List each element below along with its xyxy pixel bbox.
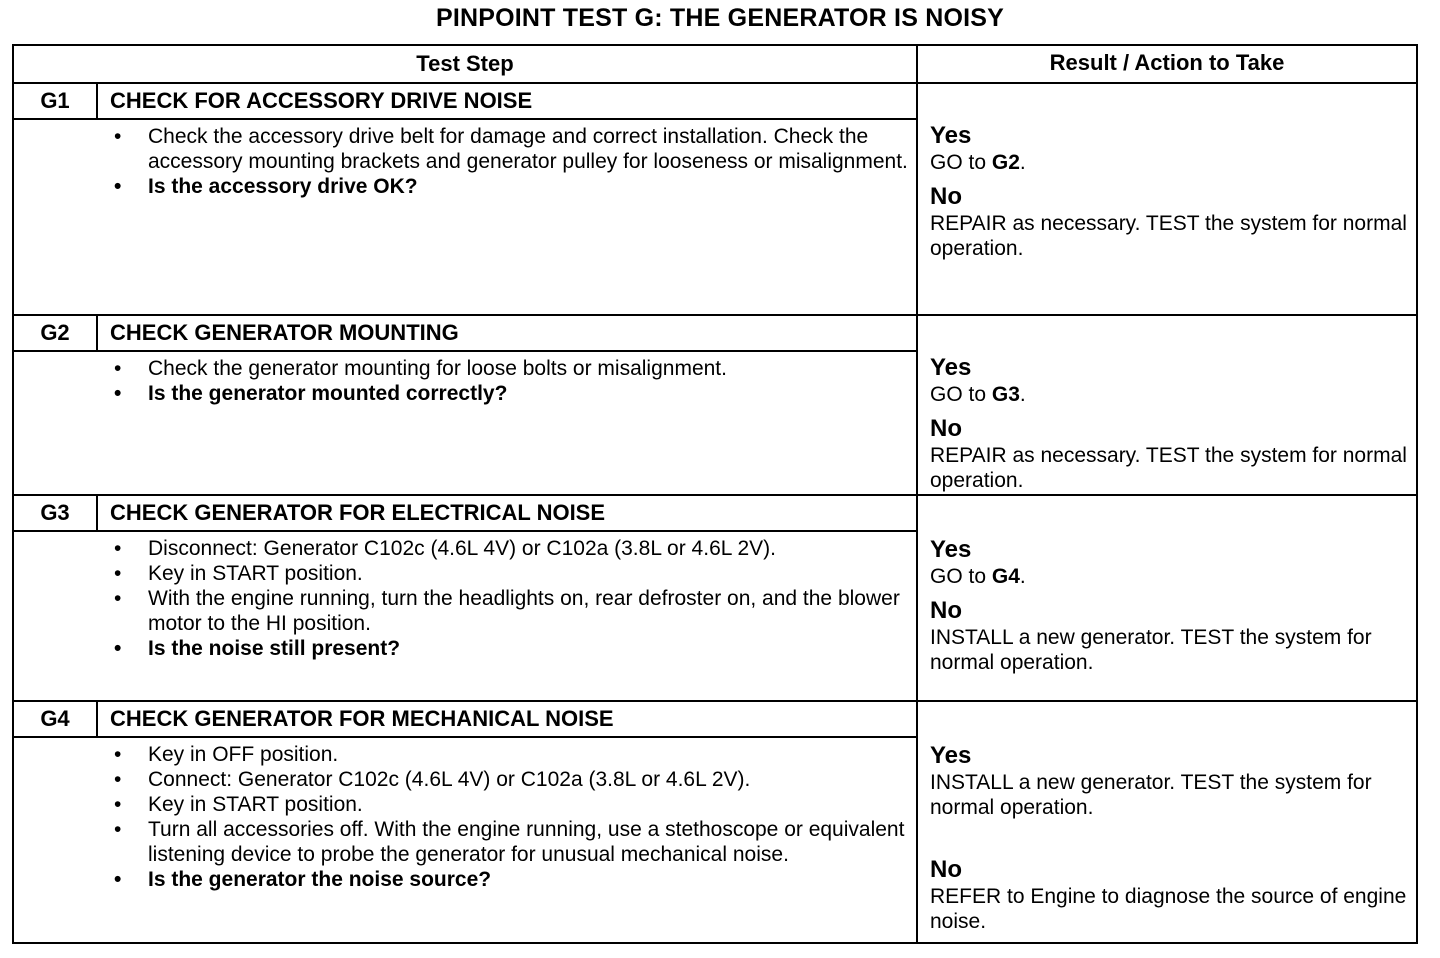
step-header <box>14 316 916 352</box>
step-title: CHECK GENERATOR FOR ELECTRICAL NOISE <box>110 500 606 525</box>
instruction-item: • Key in OFF position. <box>110 742 910 767</box>
yes-action: GO to G4. <box>930 565 1026 588</box>
step-title: CHECK GENERATOR FOR MECHANICAL NOISE <box>110 706 614 731</box>
instruction-item: • Key in START position. <box>110 561 910 586</box>
no-label: No <box>930 597 962 624</box>
instruction-item: • Key in START position. <box>110 792 910 817</box>
test-step-cell <box>14 316 918 494</box>
result-action-cell <box>930 742 1410 934</box>
step-question: • Is the noise still present? <box>110 636 910 661</box>
test-step-cell <box>14 702 918 942</box>
instruction-item: • Check the accessory drive belt for damage and correct installation. Check the accessory mounting brackets and generator pulley for looseness or misalignment. <box>110 124 910 174</box>
step-title: CHECK FOR ACCESSORY DRIVE NOISE <box>110 88 533 113</box>
yes-target-step: G2 <box>991 151 1020 174</box>
yes-action: GO to G2. <box>930 151 1026 174</box>
no-action: REPAIR as necessary. TEST the system for normal operation. <box>930 212 1407 260</box>
test-step-g2 <box>14 316 1416 496</box>
step-question: • Is the generator mounted correctly? <box>110 381 910 406</box>
step-id: G1 <box>14 84 98 118</box>
step-header <box>14 496 916 532</box>
pinpoint-test-table <box>12 44 1418 944</box>
instruction-item: • Disconnect: Generator C102c (4.6L 4V) or C102a (3.8L or 4.6L 2V). <box>110 536 910 561</box>
step-id: G4 <box>14 702 98 736</box>
step-instructions <box>110 124 910 199</box>
test-step-cell <box>14 496 918 700</box>
instruction-item: • With the engine running, turn the headlights on, rear defroster on, and the blower motor to the HI position. <box>110 586 910 636</box>
yes-label: Yes <box>930 742 972 769</box>
step-instructions <box>110 742 910 892</box>
step-id: G3 <box>14 496 98 530</box>
step-header <box>14 84 916 120</box>
yes-label: Yes <box>930 354 972 381</box>
column-header-result-action: Result / Action to Take <box>918 46 1416 84</box>
test-step-g3 <box>14 496 1416 702</box>
yes-label: Yes <box>930 536 972 563</box>
yes-target-step: G4 <box>991 565 1020 588</box>
test-step-g4 <box>14 702 1416 942</box>
step-question: • Is the accessory drive OK? <box>110 174 910 199</box>
yes-target-step: G3 <box>991 383 1020 406</box>
step-instructions <box>110 356 910 406</box>
test-step-g1 <box>14 84 1416 316</box>
step-question: • Is the generator the noise source? <box>110 867 910 892</box>
instruction-item: • Turn all accessories off. With the engine running, use a stethoscope or equivalent listening device to probe the generator for unusual mechanical noise. <box>110 817 910 867</box>
step-instructions <box>110 536 910 661</box>
result-action-cell <box>930 354 1410 493</box>
instruction-item: • Connect: Generator C102c (4.6L 4V) or C102a (3.8L or 4.6L 2V). <box>110 767 910 792</box>
yes-label: Yes <box>930 122 972 149</box>
no-label: No <box>930 415 962 442</box>
result-action-cell <box>930 122 1410 261</box>
step-id: G2 <box>14 316 98 350</box>
no-action: INSTALL a new generator. TEST the system for normal operation. <box>930 626 1372 674</box>
page-title: PINPOINT TEST G: THE GENERATOR IS NOISY <box>435 4 1005 32</box>
step-title: CHECK GENERATOR MOUNTING <box>110 320 459 345</box>
column-header-test-step: Test Step <box>14 46 918 84</box>
no-action: REFER to Engine to diagnose the source of engine noise. <box>930 885 1407 933</box>
no-label: No <box>930 856 962 883</box>
instruction-item: • Check the generator mounting for loose bolts or misalignment. <box>110 356 910 381</box>
no-action: REPAIR as necessary. TEST the system for normal operation. <box>930 444 1407 492</box>
step-header <box>14 702 916 738</box>
test-step-cell <box>14 84 918 314</box>
result-action-cell <box>930 536 1410 675</box>
no-label: No <box>930 183 962 210</box>
yes-action: GO to G3. <box>930 383 1026 406</box>
yes-action: INSTALL a new generator. TEST the system for normal operation. <box>930 771 1372 819</box>
